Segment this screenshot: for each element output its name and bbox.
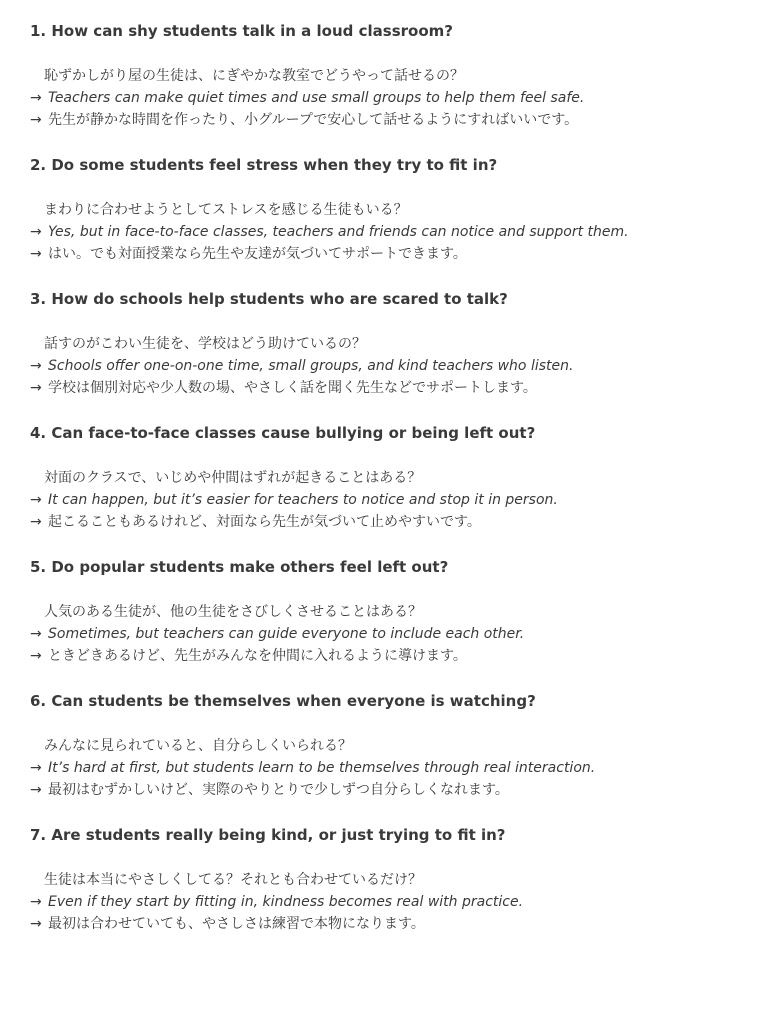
question-japanese: 恥ずかしがり屋の生徒は、にぎやかな教室でどうやって話せるの？	[44, 68, 464, 84]
answer-japanese	[30, 779, 738, 801]
arrow-right-icon: →	[30, 648, 42, 664]
answer-japanese-text: 学校は個別対応や少人数の場、やさしく話を聞く先生などでサポートします。	[48, 380, 537, 396]
arrow-right-icon: →	[30, 626, 42, 642]
question-japanese: 対面のクラスで、いじめや仲間はずれが起きることはある？	[44, 470, 422, 486]
arrow-right-icon: →	[30, 224, 42, 240]
question-heading: 7. Are students really being kind, or just trying to fit in?	[30, 826, 506, 844]
question-japanese: 人気のある生徒が、他の生徒をさびしくさせることはある？	[44, 604, 422, 620]
answer-english	[30, 757, 738, 779]
question-heading: 1. How can shy students talk in a loud classroom?	[30, 22, 453, 40]
answer-japanese-text: 最初はむずかしいけど、実際のやりとりで少しずつ自分らしくなれます。	[48, 782, 509, 798]
answer-english-text: It can happen, but it’s easier for teachers to notice and stop it in person.	[48, 492, 558, 508]
question-japanese: みんなに見られていると、自分らしくいられる？	[44, 738, 352, 754]
arrow-right-icon: →	[30, 380, 42, 396]
question-heading: 5. Do popular students make others feel left out?	[30, 558, 449, 576]
qa-item-6	[30, 690, 738, 824]
arrow-right-icon: →	[30, 514, 42, 530]
arrow-right-icon: →	[30, 246, 42, 262]
qa-item-2	[30, 154, 738, 288]
question-heading: 3. How do schools help students who are scared to talk?	[30, 290, 508, 308]
answer-japanese	[30, 645, 738, 667]
qa-item-7	[30, 824, 738, 935]
answer-japanese-text: 最初は合わせていても、やさしさは練習で本物になります。	[48, 916, 425, 932]
arrow-right-icon: →	[30, 112, 42, 128]
question-japanese: 話すのがこわい生徒を、学校はどう助けているの？	[44, 336, 366, 352]
arrow-right-icon: →	[30, 916, 42, 932]
question-japanese: まわりに合わせようとしてストレスを感じる生徒もいる？	[44, 202, 408, 218]
answer-japanese-text: 起こることもあるけれど、対面なら先生が気づいて止めやすいです。	[48, 514, 481, 530]
answer-japanese	[30, 243, 738, 265]
arrow-right-icon: →	[30, 358, 42, 374]
answer-english-text: Sometimes, but teachers can guide everyone to include each other.	[48, 626, 525, 642]
arrow-right-icon: →	[30, 894, 42, 910]
answer-english-text: Schools offer one-on-one time, small groups, and kind teachers who listen.	[48, 358, 574, 374]
answer-english	[30, 891, 738, 913]
qa-item-5	[30, 556, 738, 690]
arrow-right-icon: →	[30, 492, 42, 508]
answer-english	[30, 355, 738, 377]
qa-item-3	[30, 288, 738, 422]
arrow-right-icon: →	[30, 760, 42, 776]
answer-english-text: Yes, but in face-to-face classes, teachers and friends can notice and support them.	[48, 224, 629, 240]
question-japanese: 生徒は本当にやさしくしてる？それとも合わせているだけ？	[44, 872, 422, 888]
answer-japanese	[30, 511, 738, 533]
answer-english-text: It’s hard at first, but students learn to be themselves through real interaction.	[48, 760, 596, 776]
answer-english	[30, 623, 738, 645]
answer-english	[30, 489, 738, 511]
answer-english	[30, 221, 738, 243]
qa-item-1	[30, 20, 738, 154]
answer-japanese	[30, 913, 738, 935]
answer-japanese	[30, 109, 738, 131]
arrow-right-icon: →	[30, 90, 42, 106]
question-heading: 2. Do some students feel stress when they try to fit in?	[30, 156, 498, 174]
answer-japanese-text: ときどきあるけど、先生がみんなを仲間に入れるように導けます。	[48, 648, 467, 664]
answer-japanese-text: 先生が静かな時間を作ったり、小グループで安心して話せるようにすればいいです。	[48, 112, 579, 128]
question-heading: 4. Can face-to-face classes cause bullying or being left out?	[30, 424, 536, 442]
answer-japanese	[30, 377, 738, 399]
answer-japanese-text: はい。でも対面授業なら先生や友達が気づいてサポートできます。	[48, 246, 467, 262]
answer-english-text: Teachers can make quiet times and use small groups to help them feel safe.	[48, 90, 585, 106]
answer-english	[30, 87, 738, 109]
question-heading: 6. Can students be themselves when everyone is watching?	[30, 692, 536, 710]
qa-item-4	[30, 422, 738, 556]
answer-english-text: Even if they start by fitting in, kindness becomes real with practice.	[48, 894, 524, 910]
arrow-right-icon: →	[30, 782, 42, 798]
